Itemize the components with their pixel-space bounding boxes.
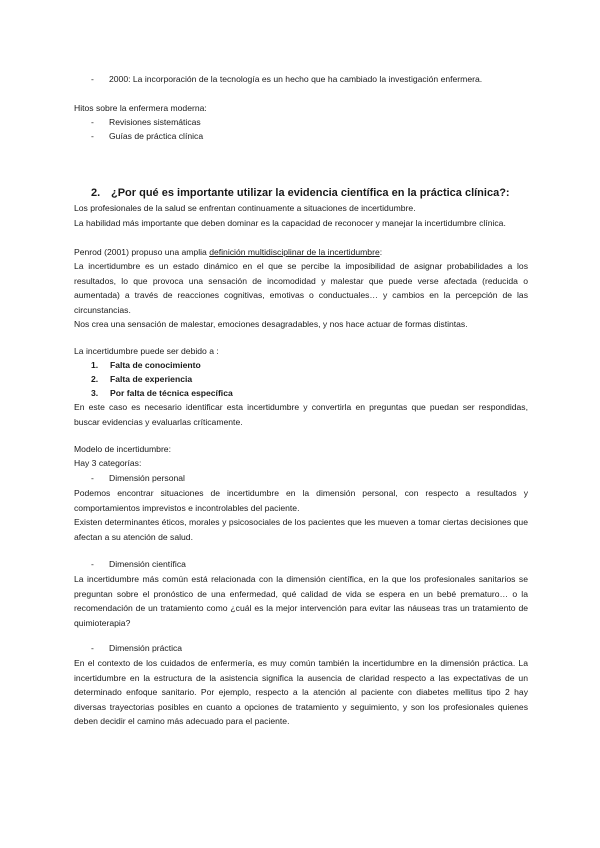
paragraph: En el contexto de los cuidados de enfermería, es muy común también la incertidumbre en la dimensión práctica. La incertidumbre en la estructura de la asistencia significa la ausencia de claridad respecto a las expectativas de un determinado enfoque sanitario. Por ejemplo, respecto a la atención al paciente con diabetes mellitus tipo 2 hay diversas trayectorias posibles en cuanto a opciones de tratamiento y seguimiento, y son los profesionales quienes deben decidir el camino más adecuado para el paciente. (74, 658, 528, 727)
cause-item: Falta de conocimiento (110, 360, 201, 370)
dimension-heading: Dimensión personal (109, 473, 185, 483)
bullet-dash: - (91, 473, 94, 483)
cause-item: Por falta de técnica específica (110, 388, 233, 398)
paragraph: Existen determinantes éticos, morales y psicosociales de los pacientes que les mueven a tomar ciertas decisiones que afectan a su atención de salud. (74, 517, 528, 542)
list-number: 1. (91, 360, 99, 370)
paragraph: La incertidumbre más común está relacionada con la dimensión científica, en la que los profesionales sanitarios se preguntan sobre el pronóstico de una enfermedad, qué calidad de vida se espera en un bebé prematuro… o la recomendación de un tratamiento como ¿cuál es la mejor intervención para evitar las náuseas tras un tratamiento de quimioterapia? (74, 574, 528, 628)
section-heading: ¿Por qué es importante utilizar la evidencia científica en la práctica clínica?: (111, 187, 510, 199)
dimension-heading: Dimensión práctica (109, 643, 183, 653)
hitos-item: Revisiones sistemáticas (109, 117, 201, 127)
bullet-dash: - (91, 131, 94, 141)
bullet-text-2000: 2000: La incorporación de la tecnología es un hecho que ha cambiado la investigación enfermera. (109, 74, 483, 84)
section-number: 2. (91, 187, 101, 199)
hitos-title: Hitos sobre la enfermera moderna: (74, 103, 207, 113)
dimension-heading: Dimensión científica (109, 559, 186, 569)
cause-item: Falta de experiencia (110, 374, 193, 384)
paragraph: Los profesionales de la salud se enfrentan continuamente a situaciones de incertidumbre. (74, 203, 416, 213)
paragraph: Nos crea una sensación de malestar, emociones desagradables, y nos hace actuar de formas distintas. (74, 319, 468, 329)
paragraph: En este caso es necesario identificar esta incertidumbre y convertirla en preguntas que puedan ser respondidas, buscar evidencias y evaluarlas críticamente. (74, 402, 528, 427)
bullet-dash: - (91, 559, 94, 569)
list-number: 3. (91, 388, 99, 398)
model-subtitle: Hay 3 categorías: (74, 458, 142, 468)
paragraph-definition: La incertidumbre es un estado dinámico en el que se percibe la imposibilidad de asignar probabilidades a los resultados, lo que provoca una sensación de incomodidad y malestar que puede verse afectada (reducida o aumentada) a través de reacciones cognitivas, emotivas o conductuales… y cambios en la percepción de las circunstancias. (74, 261, 528, 315)
paragraph: La habilidad más importante que deben dominar es la capacidad de reconocer y manejar la incertidumbre clínica. (74, 218, 506, 228)
paragraph-penrod: Penrod (2001) propuso una amplia definición multidisciplinar de la incertidumbre: (74, 247, 383, 257)
bullet-dash: - (91, 643, 94, 653)
multidisciplinary-definition-link[interactable]: definición multidisciplinar de la incertidumbre (209, 247, 380, 257)
causes-title: La incertidumbre puede ser debido a : (74, 346, 219, 356)
model-title: Modelo de incertidumbre: (74, 444, 171, 454)
hitos-item: Guías de práctica clínica (109, 131, 204, 141)
paragraph: Podemos encontrar situaciones de incertidumbre en la dimensión personal, con respecto a resultados y comportamientos imprevistos e incontrolables del paciente. (74, 488, 528, 513)
bullet-dash: - (91, 117, 94, 127)
list-number: 2. (91, 374, 99, 384)
bullet-dash: - (91, 74, 94, 84)
